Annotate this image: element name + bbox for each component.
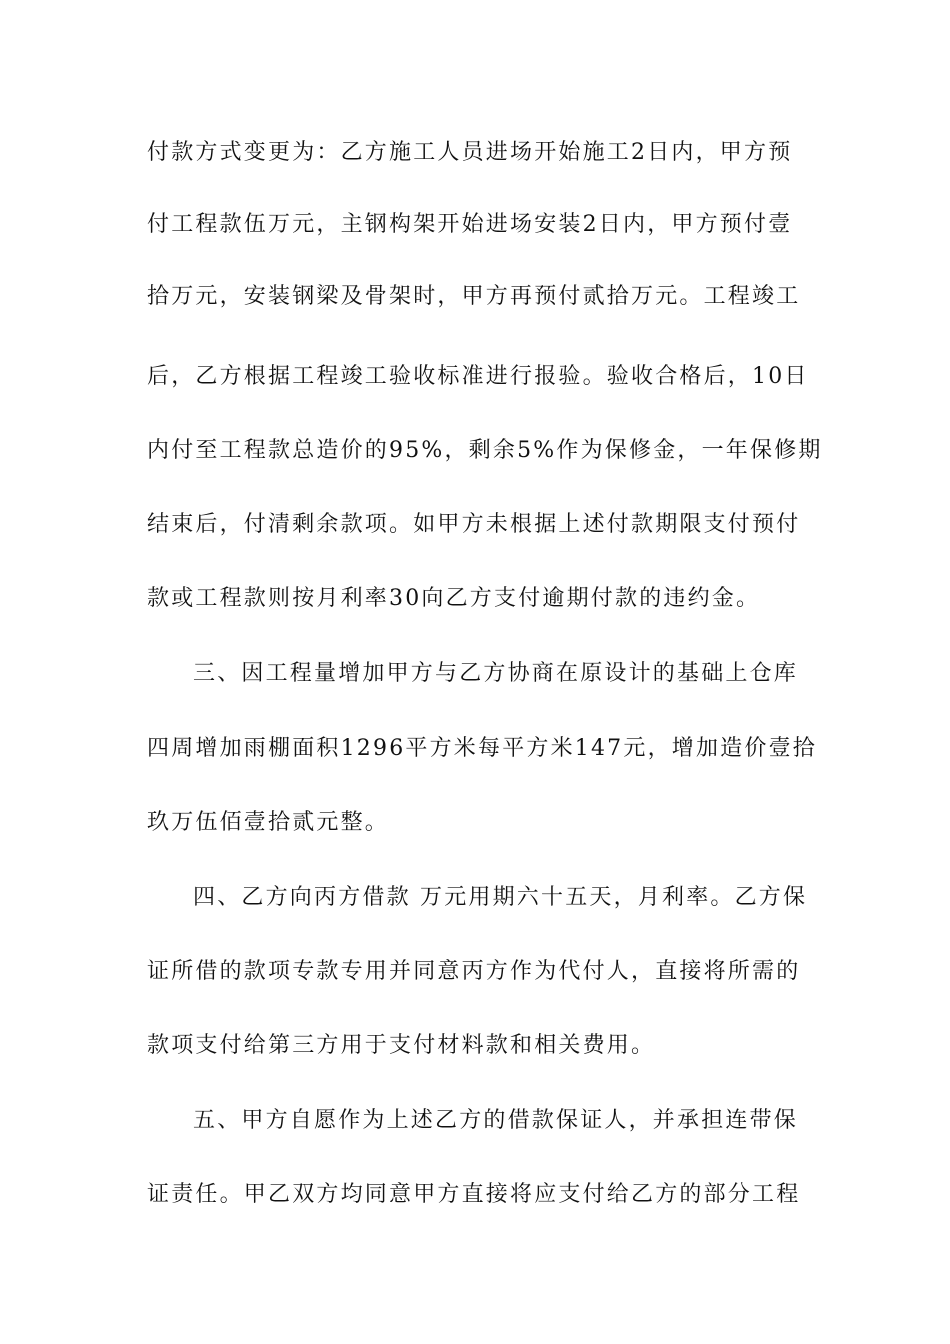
text-line: 证所借的款项专款专用并同意丙方作为代付人，直接将所需的 bbox=[147, 959, 801, 984]
text-line: 玖万伍佰壹拾贰元整。 bbox=[147, 810, 390, 835]
text-line: 款或工程款则按月利率30向乙方支付逾期付款的违约金。 bbox=[147, 586, 761, 611]
text-line: 证责任。甲乙双方均同意甲方直接将应支付给乙方的部分工程 bbox=[147, 1182, 801, 1207]
text-line: 后，乙方根据工程竣工验收标准进行报验。验收合格后，10日 bbox=[147, 364, 809, 389]
paragraph-5-start: 五、甲方自愿作为上述乙方的借款保证人，并承担连带保 bbox=[193, 1108, 799, 1133]
paragraph-4-start: 四、乙方向丙方借款 万元用期六十五天，月利率。乙方保 bbox=[193, 885, 808, 910]
text-line: 内付至工程款总造价的95%，剩余5%作为保修金，一年保修期 bbox=[147, 438, 823, 463]
text-line: 结束后，付清剩余款项。如甲方未根据上述付款期限支付预付 bbox=[147, 512, 801, 537]
text-line: 付工程款伍万元，主钢构架开始进场安装2日内，甲方预付壹 bbox=[147, 212, 793, 237]
text-line: 付款方式变更为：乙方施工人员进场开始施工2日内，甲方预 bbox=[147, 140, 793, 165]
text-line: 四周增加雨棚面积1296平方米每平方米147元，增加造价壹拾 bbox=[147, 736, 817, 761]
text-line: 拾万元，安装钢梁及骨架时，甲方再预付贰拾万元。工程竣工 bbox=[147, 284, 801, 309]
text-line: 款项支付给第三方用于支付材料款和相关费用。 bbox=[147, 1033, 656, 1058]
paragraph-3-start: 三、因工程量增加甲方与乙方协商在原设计的基础上仓库 bbox=[193, 661, 799, 686]
